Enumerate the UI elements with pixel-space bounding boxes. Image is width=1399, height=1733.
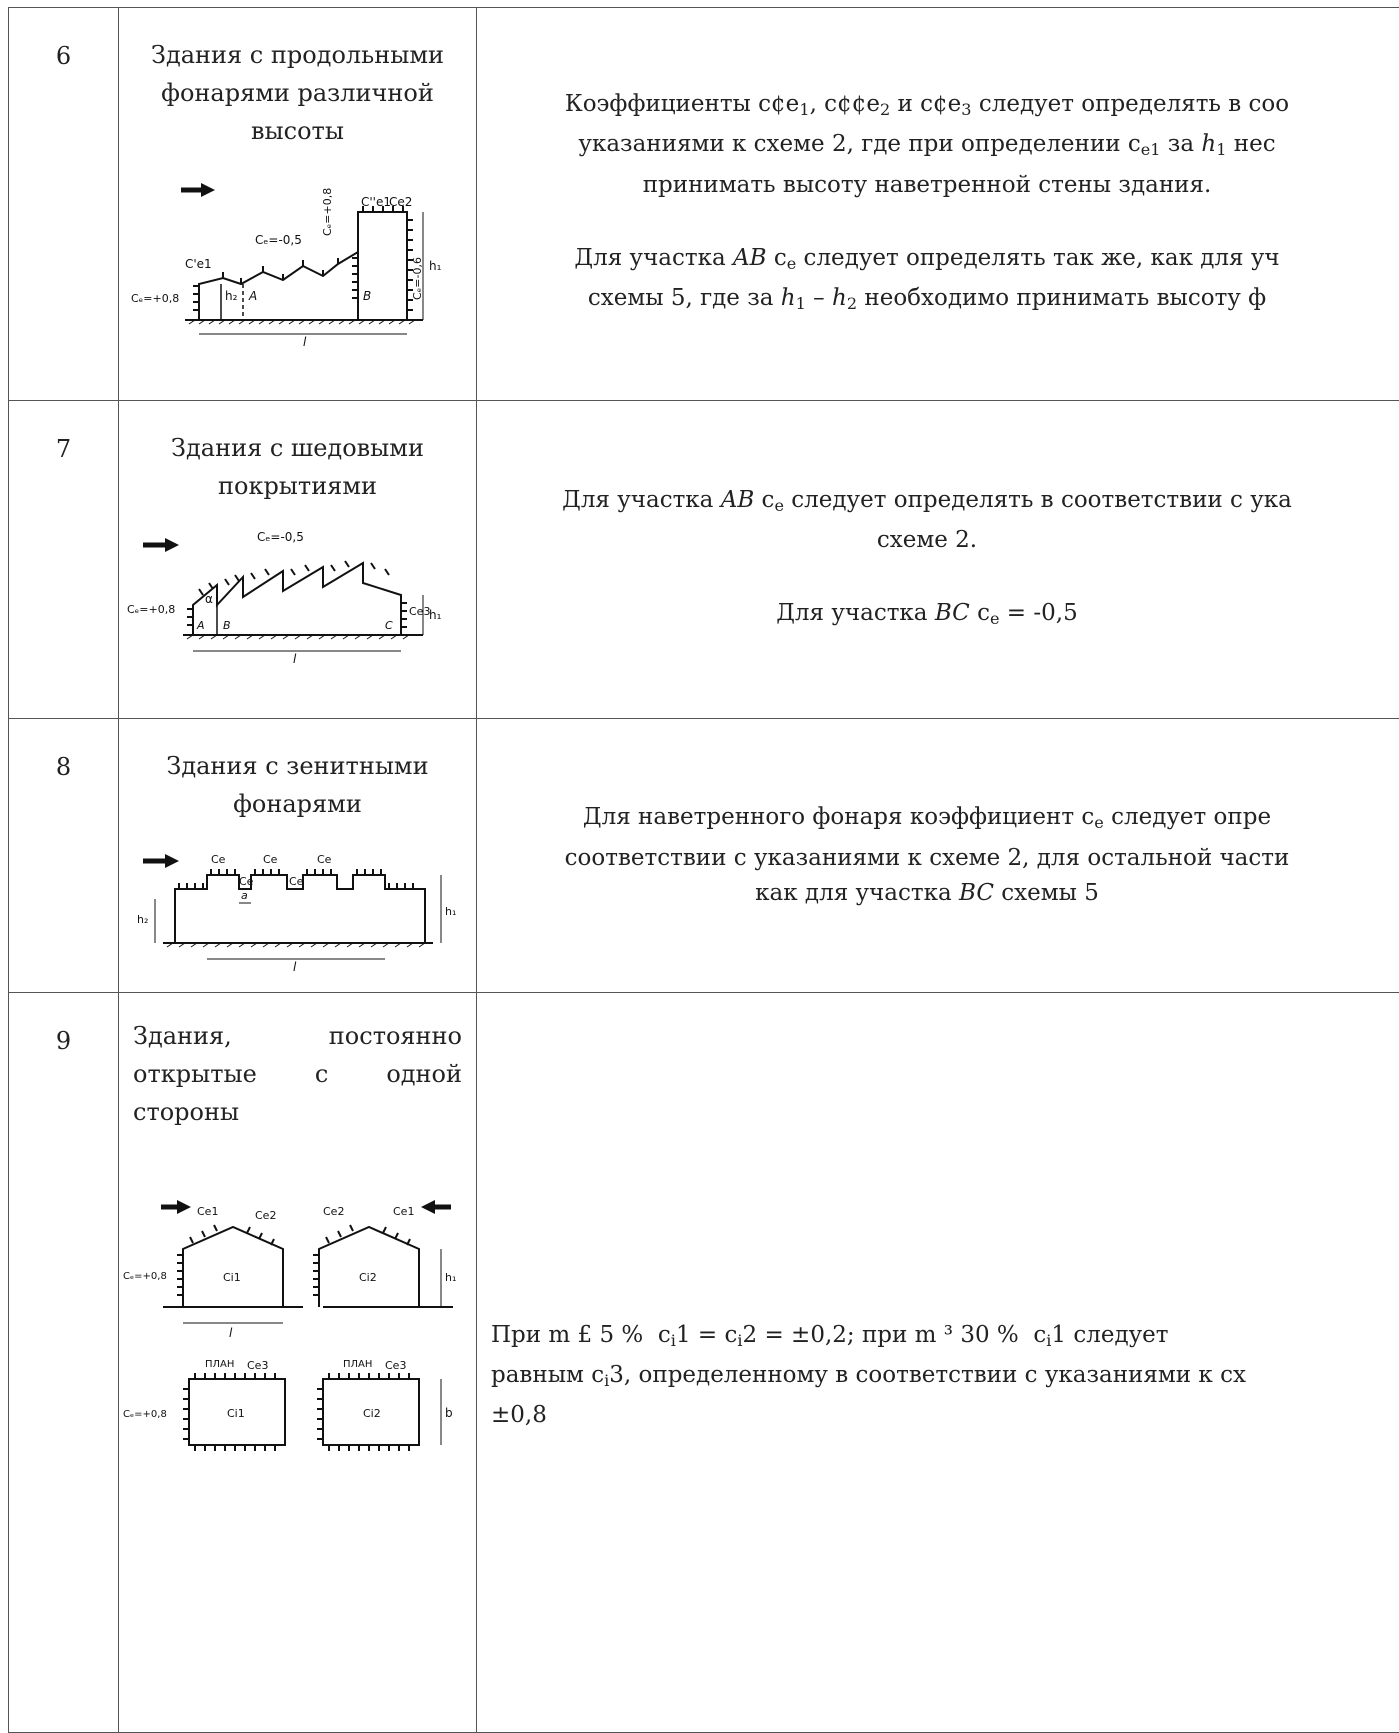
ce-label: Ce bbox=[211, 853, 226, 866]
ci2-label: Ci2 bbox=[363, 1407, 381, 1420]
wind-arrow-right-icon bbox=[161, 1200, 191, 1214]
ce-label: Ce bbox=[239, 875, 254, 888]
ce2-label: Ce2 bbox=[389, 195, 412, 209]
point-a-label: A bbox=[196, 619, 205, 632]
b-label: b bbox=[445, 1406, 453, 1420]
wind-arrow-right-icon bbox=[181, 183, 215, 197]
h1-label: h₁ bbox=[429, 608, 442, 622]
description-cell bbox=[477, 401, 1399, 719]
ce-label: Ce bbox=[317, 853, 332, 866]
span-label: l bbox=[229, 1326, 233, 1340]
scheme-figure-9 bbox=[123, 1197, 473, 1557]
building-name: Здания с шедовыми покрытиями bbox=[119, 401, 476, 505]
building-name: Здания с продольными фонарями различной высоты bbox=[119, 8, 476, 150]
ce3-label: Ce3 bbox=[385, 1359, 406, 1372]
ce-windward-label: Cₑ=+0,8 bbox=[123, 1271, 167, 1282]
table-row-6 bbox=[9, 8, 1399, 401]
plan-label: ПЛАН bbox=[205, 1359, 234, 1370]
h1-label: h₁ bbox=[445, 905, 456, 918]
h2-label: h₂ bbox=[225, 289, 238, 303]
desc-paragraph-1: При m £ 5 % $c_i1 = c_i2 = \pm 0,2$; при m ³ 30 % $c_i1$ следует равным $c_i3$, определенному в соответствии с указаниями к сх ±0,8 bbox=[491, 1318, 1391, 1433]
desc-paragraph-1: Для наветренного фонаря коэффициент $c_e$ следует опре соответствии с указаниями к схеме 2, для остальной части как для участка BC схемы 5 bbox=[477, 800, 1377, 910]
ce3-label: Ce3 bbox=[409, 605, 430, 618]
table-row-7 bbox=[9, 401, 1399, 719]
row-number: 9 bbox=[9, 993, 119, 1733]
desc-paragraph-2: Для участка AB $c_e$ следует определять так же, как для уч схемы 5, где за $h_1 - h_2$ необходимо принимать высоту ф bbox=[477, 241, 1377, 321]
table-row-8 bbox=[9, 719, 1399, 993]
wind-arrow-right-icon bbox=[143, 854, 179, 868]
ce3-label: Ce3 bbox=[247, 1359, 268, 1372]
scheme-figure-6 bbox=[123, 150, 473, 350]
ce-windward-label: Cₑ=+0,8 bbox=[123, 1409, 167, 1420]
description-cell bbox=[477, 993, 1399, 1733]
table-row-9 bbox=[9, 993, 1399, 1733]
ce1-label: Ce1 bbox=[197, 1205, 218, 1218]
ci1-label: Ci1 bbox=[223, 1271, 241, 1284]
ce2-label: Ce2 bbox=[255, 1209, 276, 1222]
wind-arrow-right-icon bbox=[143, 538, 179, 552]
building-cell bbox=[119, 719, 477, 993]
description-cell bbox=[477, 8, 1399, 401]
building-cell bbox=[119, 8, 477, 401]
scheme-figure-7 bbox=[123, 505, 473, 695]
ci2-label: Ci2 bbox=[359, 1271, 377, 1284]
span-label: l bbox=[293, 652, 297, 666]
building-name: Здания с зенитными фонарями bbox=[119, 719, 476, 823]
row-number: 7 bbox=[9, 401, 119, 719]
ci1-label: Ci1 bbox=[227, 1407, 245, 1420]
scheme-table bbox=[8, 7, 1399, 1733]
point-b-label: B bbox=[363, 289, 371, 303]
desc-paragraph-1: Для участка AB $c_e$ следует определять в соответствии с ука схеме 2. bbox=[477, 483, 1377, 558]
plan-label: ПЛАН bbox=[343, 1359, 372, 1370]
h2-label: h₂ bbox=[137, 913, 148, 926]
building-cell bbox=[119, 993, 477, 1733]
point-c-label: C bbox=[385, 619, 393, 632]
ce-windward-label: Cₑ=+0,8 bbox=[131, 292, 179, 305]
building-name: Здания, постоянно открытые с одной стороны bbox=[119, 993, 476, 1131]
row-number: 8 bbox=[9, 719, 119, 993]
ce1-dprime-label: C''e1 bbox=[361, 195, 391, 209]
ce-roof-label: Cₑ=-0,5 bbox=[255, 233, 302, 247]
description-cell bbox=[477, 719, 1399, 993]
ce1-label: Ce1 bbox=[393, 1205, 414, 1218]
ce2-label: Ce2 bbox=[323, 1205, 344, 1218]
wind-arrow-left-icon bbox=[421, 1200, 451, 1214]
ce-vertical-label: Cₑ=+0,8 bbox=[321, 188, 334, 236]
ce1-prime-label: C'e1 bbox=[185, 257, 212, 271]
scheme-figure-8 bbox=[123, 823, 473, 983]
a-label: a bbox=[241, 889, 248, 902]
ce-roof-label: Cₑ=-0,5 bbox=[257, 530, 304, 544]
span-label: l bbox=[293, 960, 297, 974]
ce-windward-label: Cₑ=+0,8 bbox=[127, 603, 175, 616]
ce-leeward-label: Cₑ=-0,6 bbox=[411, 257, 424, 300]
row-number: 6 bbox=[9, 8, 119, 401]
desc-paragraph-2: Для участка BC $c_e = -0,5$ bbox=[477, 596, 1377, 636]
span-label: l bbox=[303, 335, 307, 349]
ce-label: Ce bbox=[289, 875, 304, 888]
ce-label: Ce bbox=[263, 853, 278, 866]
building-cell bbox=[119, 401, 477, 719]
h1-label: h₁ bbox=[445, 1271, 456, 1284]
desc-paragraph-1: Коэффициенты $c¢e_1$, $c¢¢e_2$ и $c¢e_3$ следует определять в соо указаниями к схеме 2, где при определении $c_{e1}$ за $h_1$ нес принимать высоту наветренной стены здания. bbox=[477, 87, 1377, 202]
alpha-label: α bbox=[205, 592, 213, 606]
point-b-label: B bbox=[223, 619, 231, 632]
h1-label: h₁ bbox=[429, 259, 442, 273]
point-a-label: A bbox=[248, 289, 257, 303]
